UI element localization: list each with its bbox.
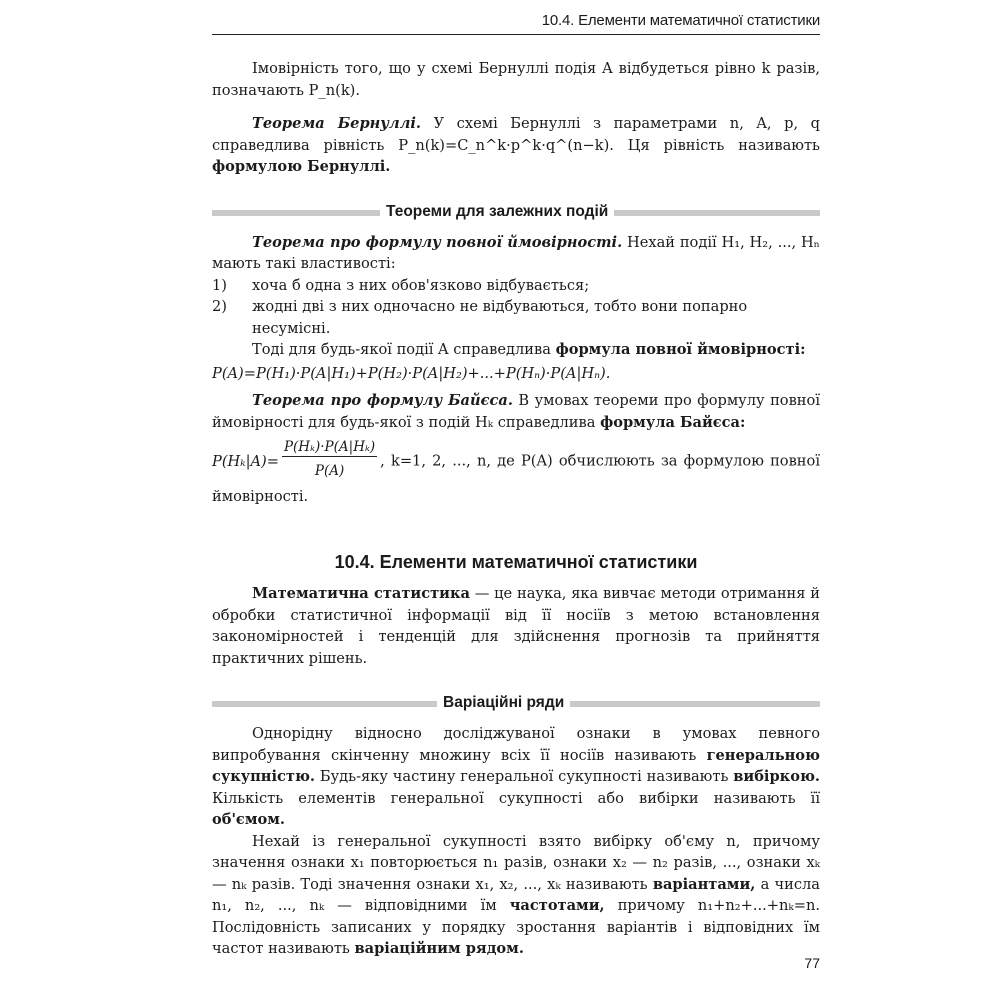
bayes-lhs: P(Hₖ|A)= — [212, 452, 279, 470]
bayes-rest: , k=1, 2, ..., n, де P(A) обчислюють за формулою повної ймовірності. — [212, 452, 820, 505]
heading-text: Теореми для залежних подій — [380, 200, 614, 224]
paragraph-total-probability-formula-intro — [212, 339, 820, 361]
paragraph-bernoulli-theorem — [212, 113, 820, 178]
bayes-formula — [212, 437, 820, 508]
list-number: 2) — [212, 298, 227, 315]
theorem-term: Теорема про формулу Байєса. — [252, 392, 513, 409]
bold-term: формула Байєса: — [600, 413, 746, 431]
paragraph-total-probability-theorem — [212, 232, 820, 275]
list-text: хоча б одна з них обов'язково відбувається; — [252, 276, 590, 294]
bold-term: Математична статистика — [252, 585, 470, 602]
paragraph-text: Однорідну відносно досліджуваної ознаки в умовах певного випробування скінченну множину всіх її носіїв називають — [212, 725, 820, 764]
paragraph-text: причому n₁+n₂+...+nₖ=n. Послідовність записаних у порядку зростання варіантів і відповідних їм частот називають — [212, 897, 820, 957]
paragraph-text: Нехай із генеральної сукупності взято вибірку об'єму n, причому значення ознаки x₁ повторюється n₁ разів, ознаки x₂ — n₂ разів, ..., ознаки xₖ — nₖ разів. Тоді значення ознаки x₁, x₂, ..., xₖ називають — [212, 832, 820, 893]
paragraph-text: Нехай події H₁, H₂, ..., Hₙ мають такі властивості: — [212, 233, 820, 272]
paragraph-text: Будь-яку частину генеральної сукупності називають — [319, 768, 729, 785]
header-rule — [212, 34, 820, 35]
paragraph-variation-series — [212, 831, 820, 960]
fraction-denominator: P(A) — [314, 463, 345, 479]
paragraph-text: а числа n₁, n₂, ..., nₖ — відповідними їм — [212, 875, 821, 914]
section-title: 10.4. Елементи математичної статистики — [334, 551, 698, 572]
list-item — [212, 296, 820, 339]
paragraph-text: Кількість елементів генеральної сукупності або вибірки називають її — [212, 789, 820, 807]
bold-term: вибіркою. — [733, 768, 820, 785]
list-number: 1) — [212, 276, 227, 294]
heading-text: Варіаційні ряди — [437, 691, 570, 715]
bold-term: генеральною сукупністю. — [212, 746, 820, 785]
paragraph-math-statistics-definition — [212, 583, 820, 669]
total-probability-formula: P(A)=P(H₁)·P(A|H₁)+P(H₂)·P(A|H₂)+...+P(Hₙ)·P(A|Hₙ). — [212, 364, 611, 382]
theorem-term: Теорема про формулу повної ймовірності. — [252, 233, 623, 251]
theorem-term: Теорема Бернуллі. — [252, 115, 422, 132]
bold-term: варіантами, — [652, 875, 756, 893]
fraction-numerator: P(Hₖ)·P(A|Hₖ) — [283, 439, 376, 455]
list-text: жодні дві з них одночасно не відбуваються, тобто вони попарно несумісні. — [252, 298, 748, 337]
subsection-heading-variation-series — [212, 691, 820, 717]
bold-term: об'ємом. — [212, 811, 285, 828]
paragraph-text: — це наука, яка вивчає методи отримання й обробки статистичної інформації від її носіїв з метою встановлення закономірностей і тенденцій для здійснення прогнозів та прийняття практичних рішень. — [212, 585, 821, 667]
paragraph-text: У схемі Бернуллі з параметрами n, A, p, q справедлива рівність P_n(k)=C_n^k·p^k·q^(n−k). Ця рівність називають — [212, 115, 820, 154]
paragraph-text: Тоді для будь-якої події A справедлива — [252, 341, 551, 358]
bold-term: варіаційним рядом. — [354, 940, 524, 957]
bayes-fraction — [282, 437, 377, 486]
bold-term: частотами, — [509, 897, 605, 914]
paragraph-general-population — [212, 723, 820, 831]
paragraph-text: В умовах теореми про формулу повної ймовірності для будь-якої з подій Hₖ справедлива — [212, 392, 820, 431]
subsection-heading-dependent-events — [212, 200, 820, 226]
page-number: 77 — [804, 955, 820, 971]
bold-term: формулою Бернуллі. — [212, 158, 391, 175]
paragraph-bernoulli-probability: Імовірність того, що у схемі Бернуллі подія A відбудеться рівно k разів, позначають P_n(k). — [212, 60, 820, 99]
paragraph-bayes-theorem — [212, 390, 820, 433]
bold-term: формула повної ймовірності: — [555, 341, 806, 358]
list-item — [212, 275, 820, 297]
running-head: 10.4. Елементи математичної статистики — [541, 12, 820, 29]
page-content — [212, 58, 820, 960]
